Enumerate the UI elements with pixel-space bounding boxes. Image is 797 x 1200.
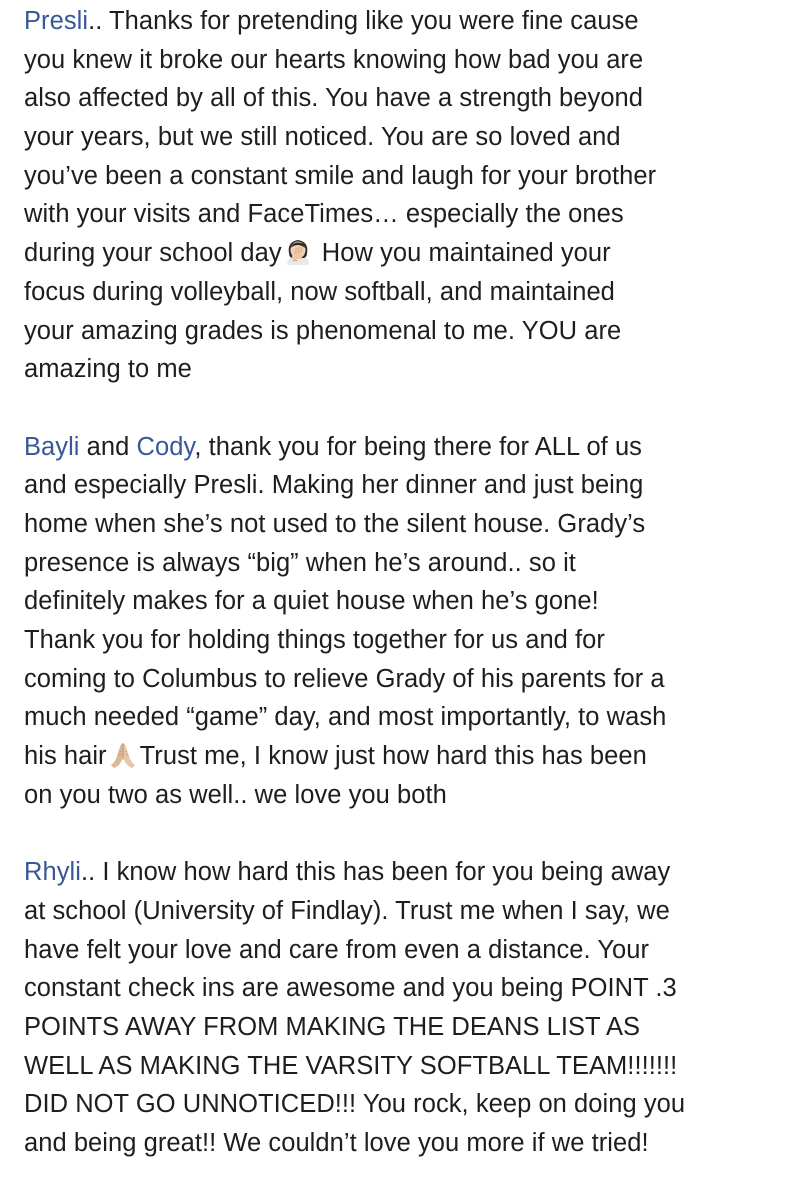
text-line: your amazing grades is phenomenal to me. YOU are (24, 316, 622, 345)
text-span: during your school day (24, 239, 282, 268)
text-span: , thank you for being there for ALL of us (194, 432, 642, 461)
text-line: coming to Columbus to relieve Grady of his parents for a (24, 664, 665, 693)
text-line: POINTS AWAY FROM MAKING THE DEANS LIST AS (24, 1012, 641, 1041)
text-line: and especially Presli. Making her dinner and just being (24, 471, 644, 500)
text-line: and being great!! We couldn’t love you more if we tried! (24, 1128, 649, 1157)
text-line: your years, but we still noticed. You are so loved and (24, 123, 621, 152)
text-span: and (79, 432, 137, 461)
text-line: definitely makes for a quiet house when he’s gone! (24, 587, 599, 616)
paragraph-presli (24, 0, 773, 389)
text-line (24, 853, 773, 892)
text-line: have felt your love and care from even a distance. Your (24, 935, 650, 964)
mention-cody[interactable]: Cody (136, 432, 195, 461)
text-line: also affected by all of this. You have a strength beyond (24, 84, 644, 113)
text-line: presence is always “big” when he’s around.. so it (24, 548, 576, 577)
text-line: WELL AS MAKING THE VARSITY SOFTBALL TEAM!!!!!!! (24, 1051, 678, 1080)
text-span: his hair (24, 742, 107, 771)
text-line (24, 2, 773, 41)
text-line: DID NOT GO UNNOTICED!!! You rock, keep on doing you (24, 1090, 686, 1119)
mention-rhyli[interactable]: Rhyli (24, 858, 81, 887)
text-line: amazing to me (24, 355, 192, 384)
text-line: focus during volleyball, now softball, and maintained (24, 277, 615, 306)
text-line: at school (University of Findlay). Trust me when I say, we (24, 896, 670, 925)
text-line: on you two as well.. we love you both (24, 780, 447, 809)
paragraph-bayli-cody (24, 428, 773, 815)
text-line: Thank you for holding things together for us and for (24, 626, 605, 654)
woman-facepalming-icon (283, 237, 313, 267)
text-line (24, 234, 773, 273)
text-line: much needed “game” day, and most importantly, to wash (24, 703, 667, 732)
paragraph-spacer (24, 814, 773, 853)
text-span: How you maintained your (314, 239, 611, 268)
text-line (24, 737, 773, 776)
text-line: you’ve been a constant smile and laugh for your brother (24, 161, 657, 190)
paragraph-rhyli (24, 853, 773, 1163)
text-line: with your visits and FaceTimes… especially the ones (24, 200, 624, 229)
text-line (24, 428, 773, 467)
mention-presli[interactable]: Presli (24, 7, 89, 35)
paragraph-spacer (24, 389, 773, 428)
text-span: .. Thanks for pretending like you were fine cause (88, 7, 639, 35)
text-line: home when she’s not used to the silent house. Grady’s (24, 509, 646, 538)
text-span: .. I know how hard this has been for you being away (80, 858, 671, 887)
text-line: you knew it broke our hearts knowing how bad you are (24, 45, 644, 74)
mention-bayli[interactable]: Bayli (24, 432, 80, 461)
text-line: constant check ins are awesome and you being POINT .3 (24, 974, 677, 1003)
text-span: Trust me, I know just how hard this has been (139, 742, 647, 771)
folded-hands-icon (108, 740, 138, 770)
